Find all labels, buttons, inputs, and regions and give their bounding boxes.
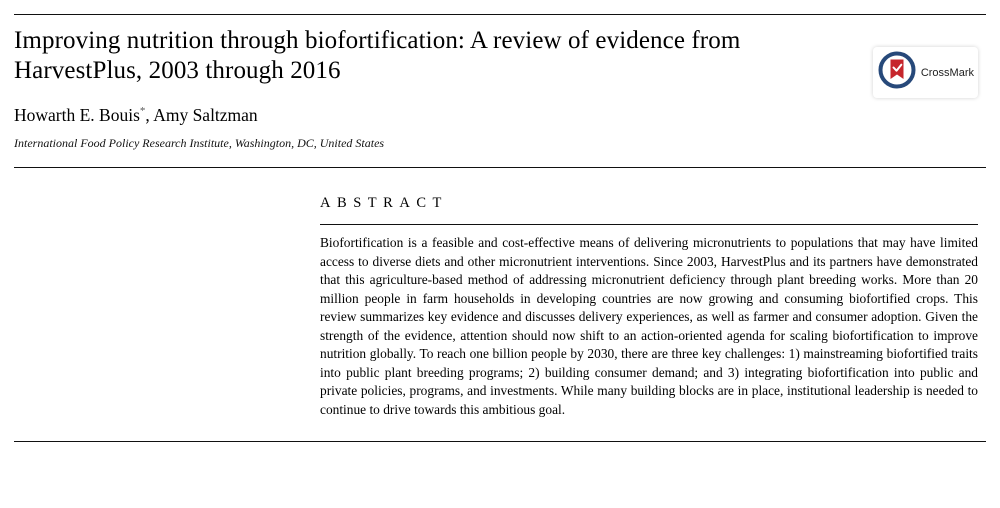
- crossmark-label: CrossMark: [920, 66, 974, 79]
- abstract-text: Biofortification is a feasible and cost-effective means of delivering micronutrients to populations that may have limited access to diverse diets and other micronutrient interventions. Since 2003, HarvestPlus and its partners have demonstrated that this agriculture-based method of addressing micronutrient deficiency through plant breeding works. More than 20 million people in farm households in developing countries are now growing and consuming biofortified crops. This review summarizes key evidence and discusses delivery experiences, as well as farmer and consumer adoption. Given the strength of the evidence, attention should now shift to an action-oriented agenda for scaling biofortification to improve nutrition globally. To reach one billion people by 2030, there are three key challenges: 1) mainstreaming biofortified traits into public plant breeding programs; 2) building consumer demand; and 3) integrating biofortification into public and private policies, programs, and investments. While many building blocks are in place, institutional leadership is needed to continue to drive towards this ambitious goal.: [320, 235, 978, 417]
- header-divider: [14, 167, 986, 168]
- author-1: Howarth E. Bouis: [14, 105, 140, 125]
- abstract-section: [320, 194, 978, 419]
- affiliation: International Food Policy Research Institute, Washington, DC, United States: [14, 136, 385, 150]
- authors-line: [14, 104, 986, 126]
- crossmark-icon: [877, 50, 917, 95]
- abstract-heading: ABSTRACT: [320, 195, 448, 211]
- paper-title: Improving nutrition through biofortification: A review of evidence from HarvestPlus, 2003 through 2016: [14, 27, 741, 84]
- author-2: , Amy Saltzman: [145, 105, 258, 125]
- bottom-rule: [14, 441, 986, 442]
- top-rule: [14, 14, 986, 15]
- paper-first-page: [0, 14, 1000, 508]
- corresponding-author-marker: *: [139, 105, 146, 118]
- crossmark-badge[interactable]: [873, 47, 978, 98]
- abstract-divider: [320, 224, 978, 225]
